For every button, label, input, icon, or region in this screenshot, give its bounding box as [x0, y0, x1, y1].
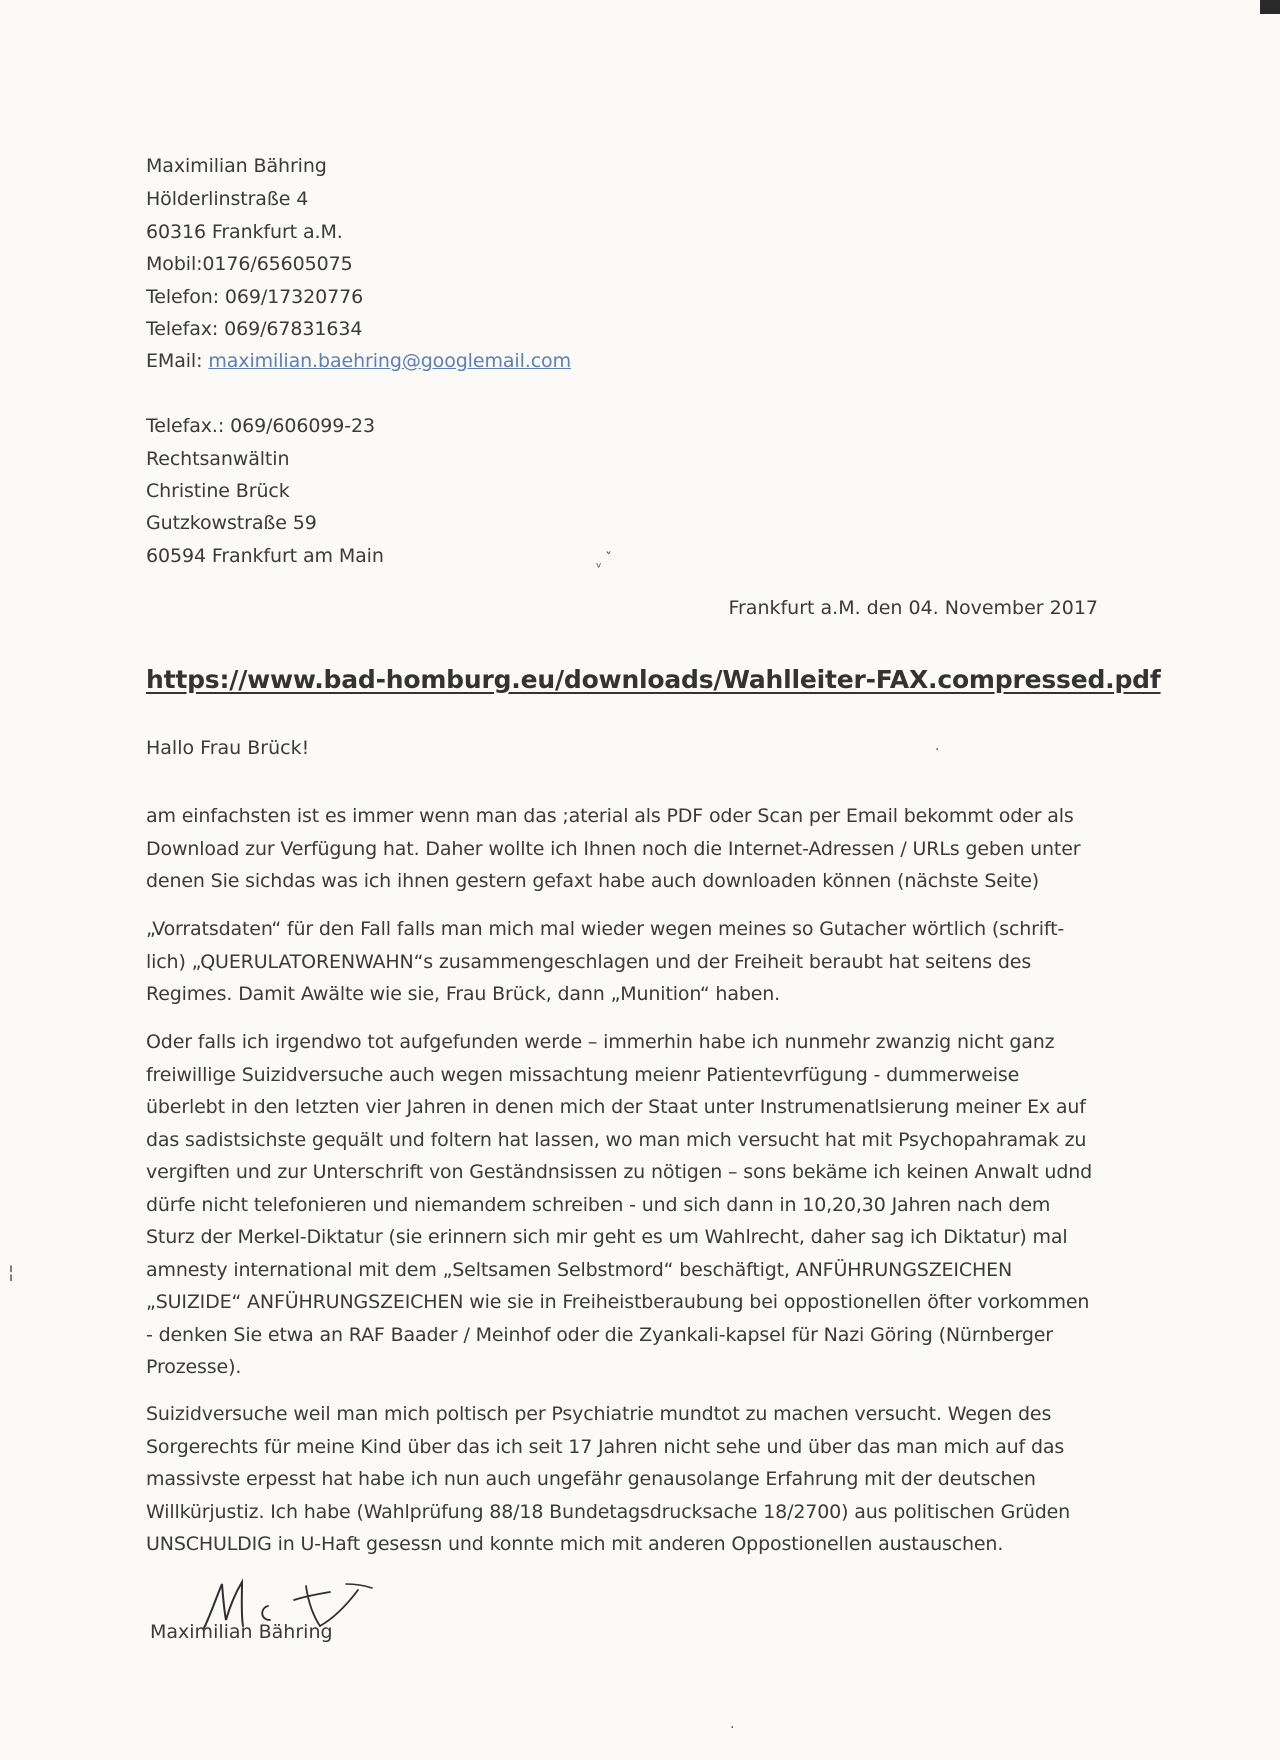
text-line: Regimes. Damit Awälte wie sie, Frau Brück, dann „Munition“ haben.	[146, 983, 781, 1005]
paragraph-2	[146, 913, 1106, 1011]
text-line: Download zur Verfügung hat. Daher wollte ich Ihnen noch die Internet-Adressen / URLs geben unter	[146, 837, 1081, 860]
sender-email-line	[146, 350, 571, 372]
text-line: Prozesse).	[146, 1356, 242, 1378]
scan-speck: ᵛ	[596, 560, 602, 576]
text-line: Sturz der Merkel-Diktatur (sie erinnern sich mir geht es um Wahlrecht, daher sag ich Diktatur) mal	[146, 1226, 1068, 1248]
text-line: das sadistsichste gequält und foltern hat lassen, wo man mich versucht hat mit Psychopahramak zu	[146, 1128, 1087, 1151]
paragraph-1	[146, 800, 1106, 898]
greeting: Hallo Frau Brück!	[146, 737, 310, 759]
recipient-name: Christine Brück	[146, 480, 290, 502]
sender-phone: Telefon: 069/17320776	[146, 286, 364, 308]
text-line: UNSCHULDIG in U-Haft gesessn und konnte mich mit anderen Oppostionellen austauschen.	[146, 1533, 1004, 1555]
text-line: freiwillige Suizidversuche auch wegen missachtung meienr Patientevrfügung - dummerweise	[146, 1063, 1020, 1086]
text-line: Suizidversuche weil man mich poltisch per Psychiatrie mundtot zu machen versucht. Wegen des	[146, 1403, 1052, 1425]
recipient-title: Rechtsanwältin	[146, 448, 290, 470]
sender-fax: Telefax: 069/67831634	[146, 318, 363, 340]
paragraph-3	[146, 1026, 1106, 1384]
email-link[interactable]: maximilian.baehring@googlemail.com	[208, 350, 571, 372]
scan-speck: ·	[935, 742, 940, 758]
margin-mark: ¦	[8, 1262, 15, 1283]
signature-name: Maximilian Bähring	[150, 1621, 333, 1643]
text-line: lich) „QUERULATORENWAHN“s zusammengeschlagen und der Freiheit beraubt hat seitens des	[146, 950, 1032, 973]
scan-speck: ·	[730, 1720, 735, 1736]
text-line: massivste erpesst hat habe ich nun auch ungefähr genausolange Erfahrung mit der deutschen	[146, 1468, 1036, 1490]
sender-street: Hölderlinstraße 4	[146, 188, 309, 210]
text-line: „Vorratsdaten“ für den Fall falls man mich mal wieder wegen meines so Gutacher wörtlich (schrift-	[146, 918, 1065, 940]
letter-date: Frankfurt a.M. den 04. November 2017	[728, 597, 1098, 619]
text-line: überlebt in den letzten vier Jahren in denen mich der Staat unter Instrumenatlsierung meiner Ex auf	[146, 1096, 1086, 1118]
sender-mobile: Mobil:0176/65605075	[146, 253, 353, 275]
recipient-street: Gutzkowstraße 59	[146, 512, 317, 534]
sender-name: Maximilian Bähring	[146, 155, 327, 177]
scan-speck: ˇ	[605, 551, 612, 567]
paragraph-4	[146, 1398, 1106, 1561]
text-line: vergiften und zur Unterschrift von Geständnsissen zu nötigen – sons bekäme ich keinen Anwalt udnd	[146, 1161, 1093, 1183]
email-label: EMail:	[146, 350, 209, 372]
text-line: am einfachsten ist es immer wenn man das ;aterial als PDF oder Scan per Email bekommt oder als	[146, 805, 1074, 827]
text-line: denen Sie sichdas was ich ihnen gestern gefaxt habe auch downloaden können (nächste Seite)	[146, 870, 1040, 892]
text-line: Sorgerechts für meine Kind über das ich seit 17 Jahren nicht sehe und über das man mich auf das	[146, 1435, 1065, 1458]
text-line: Willkürjustiz. Ich habe (Wahlprüfung 88/18 Bundetagsdrucksache 18/2700) aus politischen Grüden	[146, 1500, 1071, 1523]
text-line: amnesty international mit dem „Seltsamen Selbstmord“ beschäftigt, ANFÜHRUNGSZEICHEN	[146, 1258, 1013, 1281]
text-line: „SUIZIDE“ ANFÜHRUNGSZEICHEN wie sie in Freiheistberaubung bei oppostionellen öfter vorkommen	[146, 1291, 1090, 1313]
download-url[interactable]: https://www.bad-homburg.eu/downloads/Wahlleiter-FAX.compressed.pdf	[146, 665, 1161, 694]
text-line: - denken Sie etwa an RAF Baader / Meinhof oder die Zyankali-kapsel für Nazi Göring (Nürnberger	[146, 1323, 1053, 1346]
scan-edge-mark	[1260, 0, 1280, 14]
recipient-city: 60594 Frankfurt am Main	[146, 545, 384, 567]
sender-city: 60316 Frankfurt a.M.	[146, 221, 343, 243]
text-line: Oder falls ich irgendwo tot aufgefunden werde – immerhin habe ich nunmehr zwanzig nicht ganz	[146, 1031, 1055, 1053]
recipient-fax: Telefax.: 069/606099-23	[146, 415, 376, 437]
text-line: dürfe nicht telefonieren und niemandem schreiben - und sich dann in 10,20,30 Jahren nach dem	[146, 1193, 1051, 1216]
